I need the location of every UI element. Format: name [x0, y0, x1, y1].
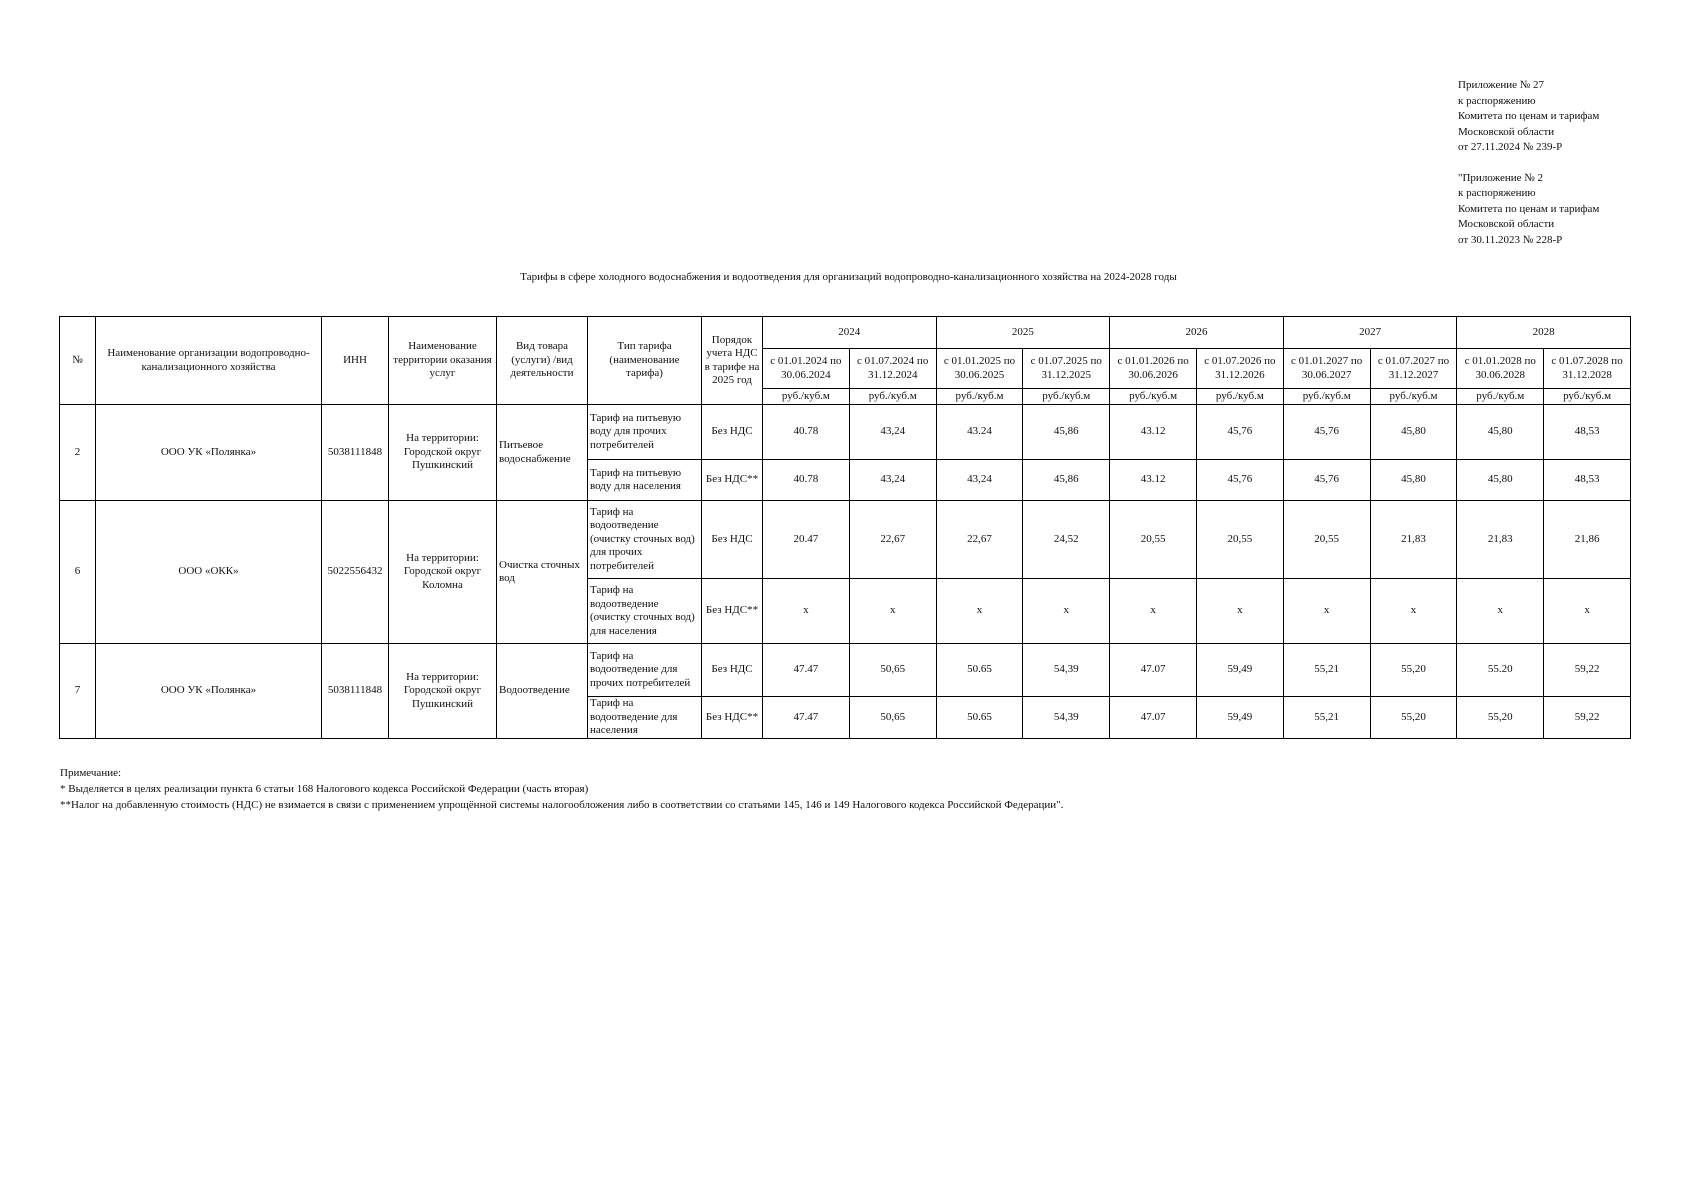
header-period: с 01.07.2028 по 31.12.2028 — [1544, 349, 1631, 389]
row-vat: Без НДС — [702, 501, 763, 579]
row-tariff: Тариф на водоотведение (очистку сточных вод) для прочих потребителей — [588, 501, 702, 579]
header-unit: руб./куб.м — [936, 389, 1023, 405]
appendix-line: Комитета по ценам и тарифам — [1458, 110, 1600, 122]
tariff-value: 48,53 — [1544, 460, 1631, 501]
tariffs-table — [59, 316, 1631, 739]
tariff-value: 59,49 — [1196, 644, 1283, 697]
table-row — [60, 405, 1631, 460]
header-tariff-type: Тип тарифа (наименование тарифа) — [588, 317, 702, 405]
appendix-line: от 27.11.2024 № 239-Р — [1458, 141, 1563, 153]
row-inn: 5022556432 — [322, 501, 389, 644]
tariff-value: 40.78 — [763, 405, 850, 460]
appendix-line: Московской области — [1458, 218, 1555, 230]
tariff-value: 22,67 — [936, 501, 1023, 579]
table-row — [60, 501, 1631, 579]
notes-heading: Примечание: — [60, 767, 122, 779]
tariff-value: 21,83 — [1370, 501, 1457, 579]
header-unit: руб./куб.м — [1457, 389, 1544, 405]
header-year: 2027 — [1283, 317, 1457, 349]
tariff-value: 45,80 — [1370, 460, 1457, 501]
tariff-value: 43.12 — [1110, 460, 1197, 501]
header-vat-order: Порядок учета НДС в тарифе на 2025 год — [702, 317, 763, 405]
tariff-value: х — [1544, 579, 1631, 644]
row-num: 6 — [60, 501, 96, 644]
header-period: с 01.07.2024 по 31.12.2024 — [849, 349, 936, 389]
tariff-value: 50,65 — [849, 697, 936, 739]
header-period: с 01.01.2025 по 30.06.2025 — [936, 349, 1023, 389]
header-unit: руб./куб.м — [849, 389, 936, 405]
tariff-value: х — [936, 579, 1023, 644]
tariff-value: 54,39 — [1023, 644, 1110, 697]
tariff-value: 47.47 — [763, 697, 850, 739]
row-goods: Питьевое водоснабжение — [497, 405, 588, 501]
tariff-value: 21,83 — [1457, 501, 1544, 579]
appendix-line: к распоряжению — [1458, 94, 1536, 107]
header-goods: Вид товара (услуги) /вид деятельности — [497, 317, 588, 405]
tariff-value: 45,76 — [1283, 405, 1370, 460]
row-goods: Очистка сточных вод — [497, 501, 588, 644]
tariff-value: 45,76 — [1196, 460, 1283, 501]
tariff-value: х — [849, 579, 936, 644]
tariff-value: х — [1283, 579, 1370, 644]
notes — [60, 765, 1063, 813]
tariff-value: 47.07 — [1110, 697, 1197, 739]
tariff-value: х — [1023, 579, 1110, 644]
tariff-value: 59,22 — [1544, 697, 1631, 739]
row-num: 2 — [60, 405, 96, 501]
header-year: 2026 — [1110, 317, 1284, 349]
tariff-value: 22,67 — [849, 501, 936, 579]
tariff-value: 54,39 — [1023, 697, 1110, 739]
row-vat: Без НДС** — [702, 697, 763, 739]
appendix-line: Московской области — [1458, 125, 1555, 138]
header-unit: руб./куб.м — [1196, 389, 1283, 405]
tariff-value: 48,53 — [1544, 405, 1631, 460]
row-tariff: Тариф на питьевую воду для прочих потребителей — [588, 405, 702, 460]
tariff-value: 45,80 — [1370, 405, 1457, 460]
tariff-value: 55.20 — [1457, 644, 1544, 697]
header-period: с 01.01.2027 по 30.06.2027 — [1283, 349, 1370, 389]
header-year: 2024 — [763, 317, 937, 349]
tariff-value: 50,65 — [849, 644, 936, 697]
row-territory: На территории: Городской округ Пушкинский — [389, 644, 497, 739]
note-line: * Выделяется в целях реализации пункта 6 статьи 168 Налогового кодекса Российской Федерации (часть вторая) — [60, 783, 589, 795]
row-inn: 5038111848 — [322, 644, 389, 739]
tariff-value: 43.24 — [936, 405, 1023, 460]
tariff-value: х — [1370, 579, 1457, 644]
row-org: ООО УК «Полянка» — [96, 644, 322, 739]
tariff-value: 55,21 — [1283, 697, 1370, 739]
row-tariff: Тариф на водоотведение для прочих потребителей — [588, 644, 702, 697]
tariff-value: 20.47 — [763, 501, 850, 579]
row-org: ООО «ОКК» — [96, 501, 322, 644]
header-period: с 01.07.2026 по 31.12.2026 — [1196, 349, 1283, 389]
header-unit: руб./куб.м — [1370, 389, 1457, 405]
tariff-value: 55,20 — [1370, 697, 1457, 739]
header-year: 2028 — [1457, 317, 1631, 349]
header-unit: руб./куб.м — [1544, 389, 1631, 405]
tariff-value: 55,20 — [1370, 644, 1457, 697]
appendix-line: "Приложение № 2 — [1458, 171, 1544, 184]
row-org: ООО УК «Полянка» — [96, 405, 322, 501]
tariff-value: 47.47 — [763, 644, 850, 697]
header-period: с 01.01.2028 по 30.06.2028 — [1457, 349, 1544, 389]
header-year: 2025 — [936, 317, 1110, 349]
row-tariff: Тариф на питьевую воду для населения — [588, 460, 702, 501]
row-tariff: Тариф на водоотведение (очистку сточных вод) для населения — [588, 579, 702, 644]
appendix-line: Комитета по ценам и тарифам — [1458, 202, 1600, 215]
tariff-value: 45,76 — [1283, 460, 1370, 501]
row-territory: На территории: Городской округ Коломна — [389, 501, 497, 644]
tariff-value: 43,24 — [849, 460, 936, 501]
appendix-header — [1458, 78, 1599, 248]
note-line: **Налог на добавленную стоимость (НДС) не взимается в связи с применением упрощённой системы налогообложения либо в соответствии со статьями 145, 146 и 149 Налогового кодекса Российской Федерации". — [60, 799, 1064, 811]
tariff-value: 20,55 — [1196, 501, 1283, 579]
tariff-value: 55,20 — [1457, 697, 1544, 739]
tariff-value: 20,55 — [1110, 501, 1197, 579]
header-org: Наименование организации водопроводно-канализационного хозяйства — [96, 317, 322, 405]
tariff-value: 21,86 — [1544, 501, 1631, 579]
tariff-value: 43,24 — [936, 460, 1023, 501]
header-territory: Наименование территории оказания услуг — [389, 317, 497, 405]
appendix-line: к распоряжению — [1458, 187, 1536, 199]
header-unit: руб./куб.м — [1283, 389, 1370, 405]
header-period: с 01.01.2024 по 30.06.2024 — [763, 349, 850, 389]
row-vat: Без НДС** — [702, 460, 763, 501]
header-unit: руб./куб.м — [763, 389, 850, 405]
row-vat: Без НДС — [702, 644, 763, 697]
tariff-value: 45,86 — [1023, 460, 1110, 501]
tariff-value: 40.78 — [763, 460, 850, 501]
row-territory: На территории: Городской округ Пушкинский — [389, 405, 497, 501]
header-unit: руб./куб.м — [1110, 389, 1197, 405]
tariff-value: 47.07 — [1110, 644, 1197, 697]
tariff-value: 59,49 — [1196, 697, 1283, 739]
tariff-value: 43.12 — [1110, 405, 1197, 460]
row-num: 7 — [60, 644, 96, 739]
header-period: с 01.07.2027 по 31.12.2027 — [1370, 349, 1457, 389]
header-period: с 01.01.2026 по 30.06.2026 — [1110, 349, 1197, 389]
tariff-value: 50.65 — [936, 644, 1023, 697]
table-body — [60, 405, 1631, 739]
tariff-value: 43,24 — [849, 405, 936, 460]
tariff-value: 45,80 — [1457, 405, 1544, 460]
row-vat: Без НДС — [702, 405, 763, 460]
header-unit: руб./куб.м — [1023, 389, 1110, 405]
tariff-value: х — [763, 579, 850, 644]
header-inn: ИНН — [322, 317, 389, 405]
table-row — [60, 644, 1631, 697]
row-inn: 5038111848 — [322, 405, 389, 501]
row-goods: Водоотведение — [497, 644, 588, 739]
tariff-value: 59,22 — [1544, 644, 1631, 697]
tariff-value: 20,55 — [1283, 501, 1370, 579]
appendix-line: Приложение № 27 — [1458, 79, 1545, 91]
tariff-value: х — [1110, 579, 1197, 644]
row-tariff: Тариф на водоотведение для населения — [588, 697, 702, 739]
header-period: с 01.07.2025 по 31.12.2025 — [1023, 349, 1110, 389]
document-title: Тарифы в сфере холодного водоснабжения и водоотведения для организаций водопроводно-канализационного хозяйства на 2024-2028 годы — [520, 271, 1177, 283]
appendix-line: от 30.11.2023 № 228-Р — [1458, 233, 1563, 246]
tariff-value: х — [1196, 579, 1283, 644]
tariff-value: 50.65 — [936, 697, 1023, 739]
header-num: № — [60, 317, 96, 405]
row-vat: Без НДС** — [702, 579, 763, 644]
tariff-value: 55,21 — [1283, 644, 1370, 697]
tariff-value: 24,52 — [1023, 501, 1110, 579]
tariff-value: 45,80 — [1457, 460, 1544, 501]
tariff-value: 45,76 — [1196, 405, 1283, 460]
tariff-value: х — [1457, 579, 1544, 644]
tariff-value: 45,86 — [1023, 405, 1110, 460]
